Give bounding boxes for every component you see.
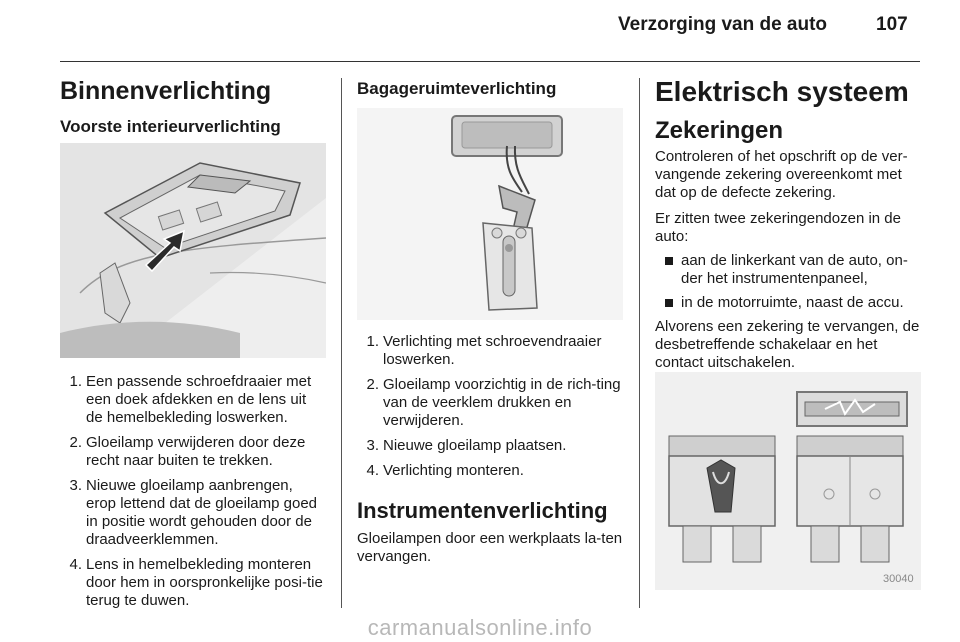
list-item <box>655 294 923 312</box>
page-number: 107 <box>876 14 908 35</box>
step-text: Lens in hemelbekleding monteren door hem in oorspronkelijke posi-tie terug te duwen. <box>86 556 323 609</box>
subheading-zekeringen: Zekeringen <box>655 117 784 144</box>
paragraph-instrumentenverlichting: Gloeilampen door een werkplaats la-ten vervangen. <box>357 530 623 565</box>
step-number: 3. <box>69 477 82 494</box>
list-item <box>357 462 623 480</box>
step-text: Nieuwe gloeilamp aanbrengen, erop lettend dat de gloeilamp goed in positie wordt gehouden door de draadveerklemmen. <box>86 477 318 548</box>
list-item <box>60 477 326 549</box>
step-number: 1. <box>366 333 379 350</box>
fuse-box-locations-list <box>655 252 923 312</box>
trunk-light-illustration <box>357 108 623 320</box>
watermark: carmanualsonline.info <box>367 615 593 640</box>
left-steps-list <box>60 373 326 610</box>
step-number: 4. <box>69 556 82 573</box>
figure-dome-light <box>60 143 326 358</box>
bullet-square-icon <box>665 299 673 307</box>
heading-instrumentenverlichting: Instrumentenverlichting <box>357 498 608 523</box>
step-text: Een passende schroefdraaier met een doek afdekken en de lens uit de hemelbekleding loswerken. <box>86 373 312 426</box>
step-number: 2. <box>69 434 82 451</box>
section-heading-binnenverlichting: Binnenverlichting <box>60 77 272 105</box>
step-text: Gloeilamp voorzichtig in de rich-ting van de veerklem drukken en verwijderen. <box>383 376 621 429</box>
bullet-text: in de motorruimte, naast de accu. <box>681 294 904 311</box>
subheading-bagageruimteverlichting: Bagageruimteverlichting <box>357 79 557 98</box>
paragraph-zekeringendozen: Er zitten twee zekeringendozen in de auto: <box>655 210 901 245</box>
column-divider-2 <box>639 78 640 608</box>
subheading-voorste-interieurverlichting: Voorste interieurverlichting <box>60 117 281 136</box>
figure-code-label: 30040 <box>883 573 914 585</box>
right-column <box>655 76 923 372</box>
left-column <box>60 76 326 138</box>
list-item <box>60 434 326 470</box>
bullet-square-icon <box>665 257 673 265</box>
fuses-illustration <box>655 372 921 590</box>
step-number: 3. <box>366 437 379 454</box>
list-item <box>357 437 623 455</box>
step-text: Verlichting met schroevendraaier loswerken. <box>383 333 602 368</box>
step-number: 1. <box>69 373 82 390</box>
list-item <box>60 556 326 610</box>
middle-steps-list <box>357 333 623 480</box>
list-item <box>655 252 923 288</box>
step-number: 2. <box>366 376 379 393</box>
header-rule <box>60 61 920 62</box>
bullet-text: aan de linkerkant van de auto, on-der het instrumentenpaneel, <box>681 252 908 287</box>
middle-steps-column <box>357 333 623 566</box>
list-item <box>60 373 326 427</box>
step-number: 4. <box>366 462 379 479</box>
step-text: Verlichting monteren. <box>383 462 524 479</box>
page-header-title: Verzorging van de auto <box>618 14 828 35</box>
column-divider-1 <box>341 78 342 608</box>
list-item <box>357 376 623 430</box>
figure-trunk-light <box>357 108 623 320</box>
paragraph-zekering-check: Controleren of het opschrift op de ver-vangende zekering overeenkomt met dat op de defecte zekering. <box>655 148 908 201</box>
dome-light-illustration <box>60 143 326 358</box>
left-steps-column <box>60 373 326 617</box>
section-heading-elektrisch-systeem: Elektrisch systeem <box>655 76 909 107</box>
list-item <box>357 333 623 369</box>
step-text: Nieuwe gloeilamp plaatsen. <box>383 437 567 454</box>
middle-column-header <box>357 78 623 100</box>
paragraph-schakelaar-uit: Alvorens een zekering te vervangen, de desbetreffende schakelaar en het contact uitschakelen. <box>655 318 920 371</box>
step-text: Gloeilamp verwijderen door deze recht naar buiten te trekken. <box>86 434 306 469</box>
figure-fuses <box>655 372 921 590</box>
